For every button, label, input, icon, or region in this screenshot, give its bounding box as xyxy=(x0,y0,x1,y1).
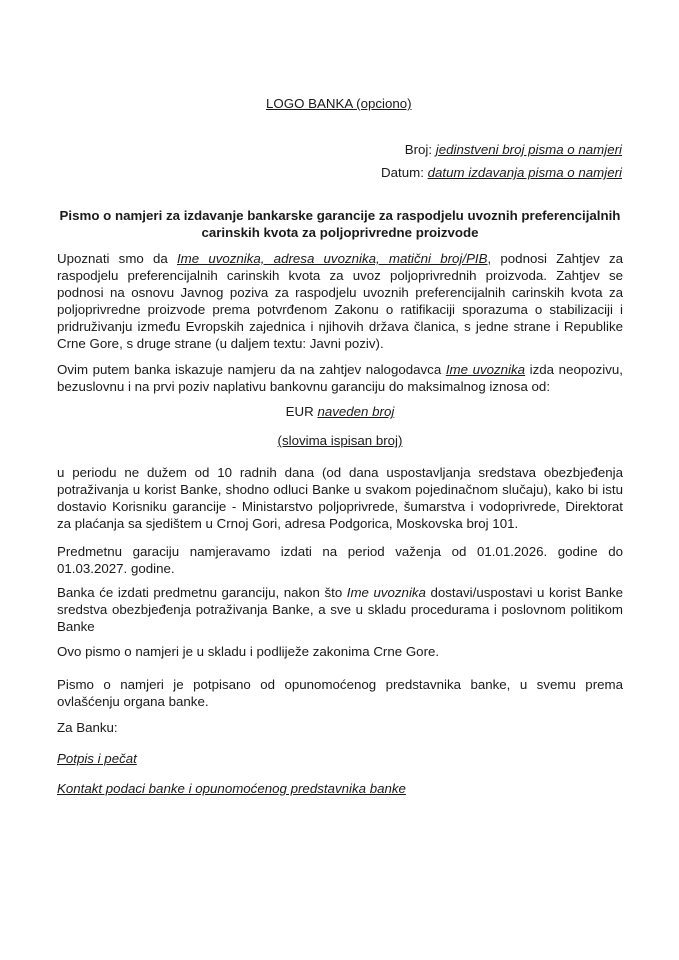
signature-stamp-placeholder: Potpis i pečat xyxy=(57,751,137,766)
p1-text-after: , podnosi Zahtjev za raspodjelu preferencijalnih carinskih kvota za uvoz poljoprivrednih proizvoda. Zahtjev se podnosi na osnovu Javnog poziva za raspodjelu uvoznih preferencijalnih carinskih kvota za poljoprivredne proizvode prema potvrđenom Zakonu o ratifikaciji sporazuma o stabilizaciji i pridruživanju između Evropskih zajednica i njihovih država članica, s jedne strane i Republike Crne Gore, s druge strane (u daljem textu: Javni poziv). xyxy=(57,251,623,351)
paragraph-law: Ovo pismo o namjeri je u skladu i podliježe zakonima Crne Gore. xyxy=(57,644,440,659)
paragraph-intro xyxy=(57,250,623,352)
p1-text-before: Upoznati smo da xyxy=(57,251,177,266)
contact-details-placeholder: Kontakt podaci banke i opunomoćenog predstavnika banke xyxy=(57,781,406,796)
for-bank-label: Za Banku: xyxy=(57,720,118,735)
importer-name-placeholder: Ime uvoznika xyxy=(445,362,526,377)
datum-value: datum izdavanja pisma o namjeri xyxy=(427,165,622,180)
broj-value: jedinstveni broj pisma o namjeri xyxy=(435,142,622,157)
p5-text-before: Banka će izdati predmetnu garanciju, nakon što xyxy=(57,585,347,600)
paragraph-validity: Predmetnu garaciju namjeravamo izdati na period važenja od 01.01.2026. godine do 01.03.2027. godine. xyxy=(57,544,623,576)
document-title: Pismo o namjeri za izdavanje bankarske garancije za raspodjelu uvoznih preferencijalnih carinskih kvota za poljoprivredne proizvode xyxy=(59,208,621,240)
paragraph-conditions xyxy=(57,584,623,635)
importer-name-italic: Ime uvoznika xyxy=(346,585,426,600)
amount-in-words: (slovima ispisan broj) xyxy=(277,433,403,448)
datum-label: Datum: xyxy=(381,165,428,180)
broj-label: Broj: xyxy=(404,142,436,157)
paragraph-signed: Pismo o namjeri je potpisano od opunomoćenog predstavnika banke, u svemu prema ovlašćenju organa banke. xyxy=(57,677,623,709)
p5-text-after: dostavi/uspostavi u korist Banke sredstva obezbjeđenja potraživanja Banke, a sve u skladu procedurama i poslovnom politikom Banke xyxy=(57,585,623,634)
logo-placeholder: LOGO BANKA (opciono) xyxy=(266,96,412,111)
paragraph-period: u periodu ne dužem od 10 radnih dana (od dana uspostavljanja sredstava obezbjeđenja potraživanja u korist Banke, shodno odluci Banke u svakom pojedinačnom slučaju), kako bi istu dostavio Korisniku garancije - Ministarstvo poljoprivrede, šumarstva i vodoprivrede, Direktorat za plaćanja sa sjedištem u Crnoj Gori, adresa Podgorica, Moskovska broj 101. xyxy=(57,465,623,531)
p2-text-after: izda neopozivu, bezuslovnu i na prvi poziv naplativu bankovnu garanciju do maksimalnog iznosa od: xyxy=(57,362,623,394)
letter-date xyxy=(381,164,622,181)
p2-text-before: Ovim putem banka iskazuje namjeru da na zahtjev nalogodavca xyxy=(57,362,446,377)
amount-line xyxy=(57,403,623,420)
amount-currency: EUR xyxy=(285,404,318,419)
amount-value-placeholder: naveden broj xyxy=(317,404,395,419)
importer-details-placeholder: Ime uvoznika, adresa uvoznika, matični broj/PIB xyxy=(176,251,488,266)
paragraph-intent xyxy=(57,361,623,395)
letter-number xyxy=(405,141,622,158)
